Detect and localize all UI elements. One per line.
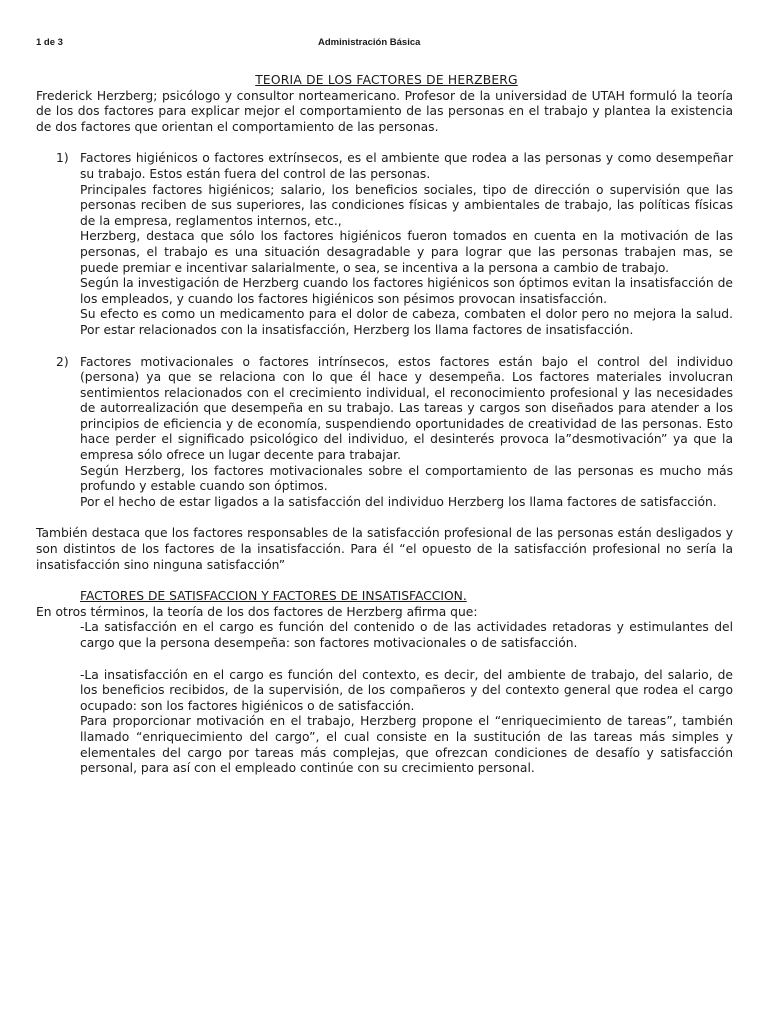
section-title: FACTORES DE SATISFACCION Y FACTORES DE INSATISFACCION. <box>80 589 467 604</box>
section-paragraph: -La insatisfacción en el cargo es función del contexto, es decir, del ambiente de trabajo, del salario, de los beneficios recibidos, de la supervisión, de los compañeros y del contexto general que rodea el cargo ocupado: son los factores higiénicos o de satisfacción. <box>80 667 733 713</box>
section-paragraph: Para proporcionar motivación en el trabajo, Herzberg propone el “enriquecimiento de tareas”, también llamado “enriquecimiento del cargo”, el cual consiste en la sustitución de las tareas más simples y elementales del cargo por tareas más complejas, que ofrezcan condiciones de desafío y satisfacción personal, para así con el empleado continúe con su crecimiento personal. <box>80 714 733 776</box>
list-paragraph: Herzberg, destaca que sólo los factores higiénicos fueron tomados en cuenta en la motivación de las personas, el trabajo es una situación desagradable y para lograr que las personas trabajen mas, se puede premiar e incentivar salarialmente, o sea, se incentiva a la persona a cambio de trabajo. <box>80 229 733 275</box>
section-paragraph: -La satisfacción en el cargo es función del contenido o de las actividades retadoras y estimulantes del cargo que la persona desempeña: son factores motivacionales o de satisfacción. <box>80 620 733 650</box>
factor-list <box>36 151 733 510</box>
page-header <box>36 37 736 51</box>
document-title: TEORIA DE LOS FACTORES DE HERZBERG <box>255 73 518 87</box>
list-paragraph: Factores higiénicos o factores extrínsecos, es el ambiente que rodea a las personas y como desempeñar su trabajo. Estos están fuera del control de las personas. <box>80 151 733 181</box>
page-number: 1 de 3 <box>36 37 63 48</box>
list-item-hygiene-factors <box>36 151 733 338</box>
header-title: Administración Básica <box>318 37 421 48</box>
closing-paragraph: También destaca que los factores responsables de la satisfacción profesional de las personas están desligados y son distintos de los factores de la insatisfacción. Para él “el opuesto de la satisfacción profesional no sería la insatisfacción sino ninguna satisfacción” <box>36 526 733 572</box>
list-paragraph: Según la investigación de Herzberg cuando los factores higiénicos son óptimos evitan la insatisfacción de los empleados, y cuando los factores higiénicos son pésimos provocan insatisfacción. <box>80 276 733 306</box>
list-marker: 2) <box>56 354 69 369</box>
list-paragraph: Según Herzberg, los factores motivacionales sobre el comportamiento de las personas es mucho más profundo y estable cuando son óptimos. <box>80 463 733 494</box>
list-paragraph: Su efecto es como un medicamento para el dolor de cabeza, combaten el dolor pero no mejora la salud. Por estar relacionados con la insatisfacción, Herzberg los llama factores de insatisfacción. <box>80 307 733 337</box>
section-intro: En otros términos, la teoría de los dos factores de Herzberg afirma que: <box>36 604 478 619</box>
list-paragraph: Por el hecho de estar ligados a la satisfacción del individuo Herzberg los llama factores de satisfacción. <box>80 494 717 509</box>
list-paragraph: Principales factores higiénicos; salario, los beneficios sociales, tipo de dirección o supervisión que las personas reciben de sus superiores, las condiciones físicas y ambientales de trabajo, las políticas físicas de la empresa, reglamentos internos, etc., <box>80 182 733 228</box>
list-paragraph: Factores motivacionales o factores intrínsecos, estos factores están bajo el control del individuo (persona) ya que se relaciona con lo que él hace y desempeña. Los factores materiales involucran sentimientos relacionados con el crecimiento individual, el reconocimiento profesional y las necesidades de autorrealización que desempeña en su trabajo. Las tareas y cargos son diseñados para atender a los principios de eficiencia y de economía, suspendiendo oportunidades de creatividad de las personas. Esto hace perder el significado psicológico del individuo, el desinterés provoca la”desmotivación” ya que la empresa sólo ofrece un lugar decente para trabajar. <box>80 354 733 463</box>
document-body <box>36 73 733 777</box>
list-item-motivational-factors <box>36 355 733 511</box>
intro-paragraph: Frederick Herzberg; psicólogo y consultor norteamericano. Profesor de la universidad de UTAH formuló la teoría de los dos factores para explicar mejor el comportamiento de las personas en el trabajo y plantea la existencia de dos factores que orientan el comportamiento de las personas. <box>36 88 733 134</box>
list-marker: 1) <box>56 151 69 166</box>
